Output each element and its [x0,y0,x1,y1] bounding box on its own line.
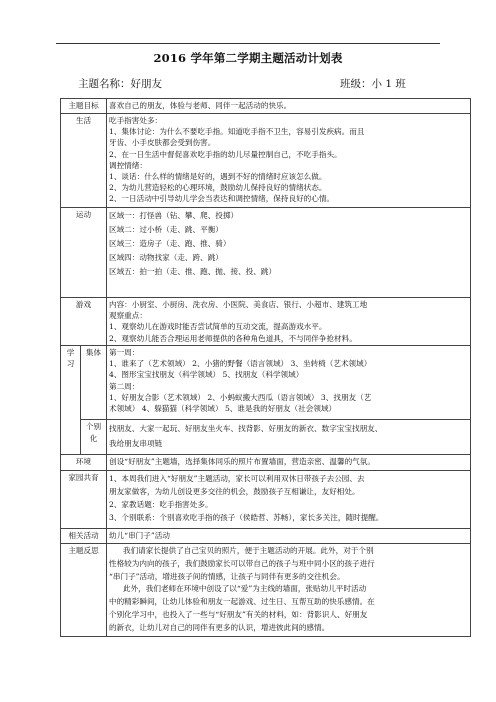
row-goal [61,99,471,114]
family-line: 朋友家做客，为幼儿创设更多交往的机会，鼓励孩子互相谦让，友好相处。 [109,487,360,496]
reflect-content [107,544,471,637]
reflect-line: “串门子”活动，增进孩子间的情感，让孩子与同伴有更多的交往机会。 [109,571,345,581]
class-label: 班级： [340,78,372,90]
individual-label [81,420,107,455]
individual-content [107,420,471,455]
row-reflect [61,544,471,637]
row-related [61,529,471,544]
sport-line: 区域二：过小桥（走、跳、平衡） [109,225,223,234]
family-line: 1、本周我们进入“好朋友”主题活动，家长可以利用双休日带孩子去公园、去 [109,474,365,483]
life-line: 2、在一日生活中督促喜欢吃手指的幼儿尽量控制自己，不吃手指头。 [109,149,342,159]
game-content [107,298,471,346]
row-family [61,471,471,529]
row-game [61,298,471,346]
group-line: 1、谁来了（艺术领域） 2、小猪的野餐（语言领域） 3、坐转椅（艺术领域） [109,359,372,369]
family-label: 家园共育 [61,471,107,529]
reflect-line: 个别化学习中，也投入了一些与“好朋友”有关的材料，如：背影识人、好朋友 [109,609,368,619]
life-line: 2、一日活动中引导幼儿学会当表达和调控情绪，保持良好的心情。 [109,194,335,204]
sport-line: 区域一：打怪兽（钻、攀、爬、投掷） [109,211,239,220]
game-line: 1、观察幼儿在游戏时能否尝试简单的互动交流，提高游戏水平。 [109,322,327,332]
page-title: 2016 学年第二学期主题活动计划表 [153,51,343,65]
header-rule [56,43,440,44]
sport-content [107,208,471,298]
class-value: 小 1 班 [371,78,406,90]
learn-label-text: 学习 [66,348,75,369]
group-line: 4、图形宝宝找朋友（科学领域） 5、找朋友（科学领域） [109,370,304,380]
row-env [61,455,471,471]
env-label: 环境 [61,455,107,471]
group-line: 第二周： [109,381,140,391]
row-learn-group [61,346,471,420]
sport-label: 运动 [61,208,107,298]
life-line: 1、谈话：什么样的情绪是好的，遇到不好的情绪时应该怎么做。 [109,172,327,182]
reflect-line: 中的精彩瞬间，让幼儿体验和朋友一起游戏、过生日、互帮互助的快乐感情。在 [109,597,375,607]
sport-line: 区域四：动物找家（走、跨、跳） [109,253,223,262]
theme-name [78,76,162,91]
life-line: 2、为幼儿营造轻松的心理环境，鼓励幼儿保持良好的情绪状态。 [109,183,327,193]
game-line: 观察重点： [109,311,147,321]
related-text: 幼儿“串门子”活动 [107,529,471,544]
individual-line: 找朋友、大家一起玩、好朋友坐火车、找背影、好朋友的新衣、数字宝宝找朋友、 [109,424,383,433]
life-line: 牙齿、小手皮肤都会受到伤害。 [109,138,216,148]
reflect-label: 主题反思 [61,544,107,637]
life-line: 1、集体讨论：为什么不要吃手指。知道吃手指不卫生，容易引发疾病。而且 [109,127,365,137]
individual-line: 我给朋友串项链 [109,439,163,448]
sport-line: 区域五：拍一拍（走、推、跑、抛、接、投、跳） [109,267,277,276]
life-label: 生活 [61,114,107,208]
reflect-line: 性格较为内向的孩子，我们鼓励家长可以带自己的孩子与班中同小区的孩子进行 [109,558,375,568]
individual-label-text: 个别化 [85,422,102,443]
activity-plan-table [60,98,471,637]
goal-text: 喜欢自己的朋友，体验与老师、同伴一起活动的快乐。 [107,99,471,114]
life-content [107,114,471,208]
env-text: 创设“好朋友”主题墙，选择集体同乐的照片布置墙面，营造亲密、温馨的气氛。 [107,455,471,471]
reflect-line: 的新衣，让幼儿对自己的同伴有更多的认识，增进彼此间的感情。 [109,622,330,632]
related-label: 相关活动 [61,529,107,544]
reflect-line: 我们请家长提供了自己宝贝的照片，便于主题活动的开展。此外，对于个别 [123,546,374,555]
class-name [340,76,406,91]
group-label: 集体 [81,346,107,420]
sport-line: 区域三：造房子（走、跑、推、骑） [109,239,231,248]
row-life [61,114,471,208]
learn-label [61,346,81,455]
group-line: 第一周： [109,348,140,357]
group-line: 1、好朋友合影（艺术领域） 2、小蚂蚁搬大西瓜（语言领域） 3、找朋友（艺 [109,392,372,402]
group-content [107,346,471,420]
goal-label: 主题目标 [61,99,107,114]
row-sport [61,208,471,298]
group-line: 术领域） 4、躲猫猫（科学领域） 5、谁是我的好朋友（社会领域） [109,404,337,414]
reflect-line: 此外，我们老师在环境中创设了以“爱”为主线的墙面，张贴幼儿平时活动 [123,584,367,594]
game-line: 内容：小厨室、小厨房、洗衣房、小医院、美食店、银行、小超市、建筑工地 [109,300,368,309]
life-line: 吃手指害处多： [109,116,163,125]
game-line: 2、观察幼儿能否合理运用老师提供的各种角色道具，不与同伴争抢材料。 [109,333,357,343]
family-content [107,471,471,529]
row-learn-individual [61,420,471,455]
life-line: 调控情绪： [109,160,147,170]
game-label: 游戏 [61,298,107,346]
theme-label: 主题名称： [78,78,131,90]
family-line: 3、个别联系：个别喜欢吃手指的孩子（侯皓哲、苏畅），家长多关注，随时提醒。 [109,513,384,522]
family-line: 2、家教话题：吃手指害处多。 [109,500,213,509]
theme-value: 好朋友 [130,78,162,90]
